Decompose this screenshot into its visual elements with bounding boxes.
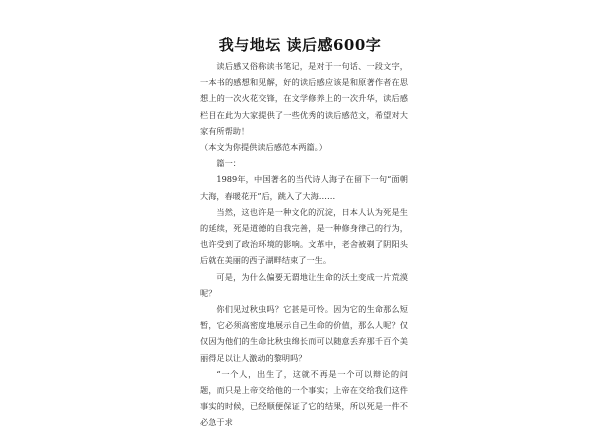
- document-title: 我与地坛 读后感600字: [218, 36, 382, 54]
- paragraph-body: 当然，这也许是一种文化的沉淀，日本人认为死是生的延续，死是道德的自我完善，是一种修身律己的行为，也许受到了政治环境的影响。文革中，老舍被剃了阴阳头后就在美丽的西子湖畔结束了一生。: [200, 206, 408, 266]
- paragraph-body: 可是，为什么偏要无谓地让生命的沃土变成一片荒漠呢？: [200, 271, 408, 298]
- paragraph-body: 你们见过秋虫吗？它甚是可怜。因为它的生命那么短暂，它必须高密度地展示自己生命的价值，那么人呢？仅仅因为他们的生命比秋虫绵长而可以随意丢弃那千百个美丽得足以让人激动的黎明吗？: [200, 304, 408, 363]
- paragraph-body: “一个人，出生了，这就不再是一个可以辩论的问题，而只是上帝交给他的一个事实；上帝在交给我们这件事实的时候，已经顺便保证了它的结果，所以死是一件不必急于求: [200, 368, 408, 428]
- paragraph-body: 1989年，中国著名的当代诗人海子在留下一句“面朝大海，春暖花开”后，跳入了大海……: [200, 174, 408, 201]
- paragraph-note: （本文为你提供读后感范本两篇。）: [200, 142, 327, 153]
- paragraph-heading: 篇一：: [216, 158, 241, 169]
- paragraph-intro: 读后感又俗称读书笔记，是对于一句话、一段文字，一本书的感想和见解，好的读后感应该是和原著作者在思想上的一次火花交锋，在文学修养上的一次升华，读后感栏目在此为大家提供了一些优秀的读后感范文，希望对大家有所帮助！: [200, 61, 408, 136]
- document-body: [200, 58, 408, 431]
